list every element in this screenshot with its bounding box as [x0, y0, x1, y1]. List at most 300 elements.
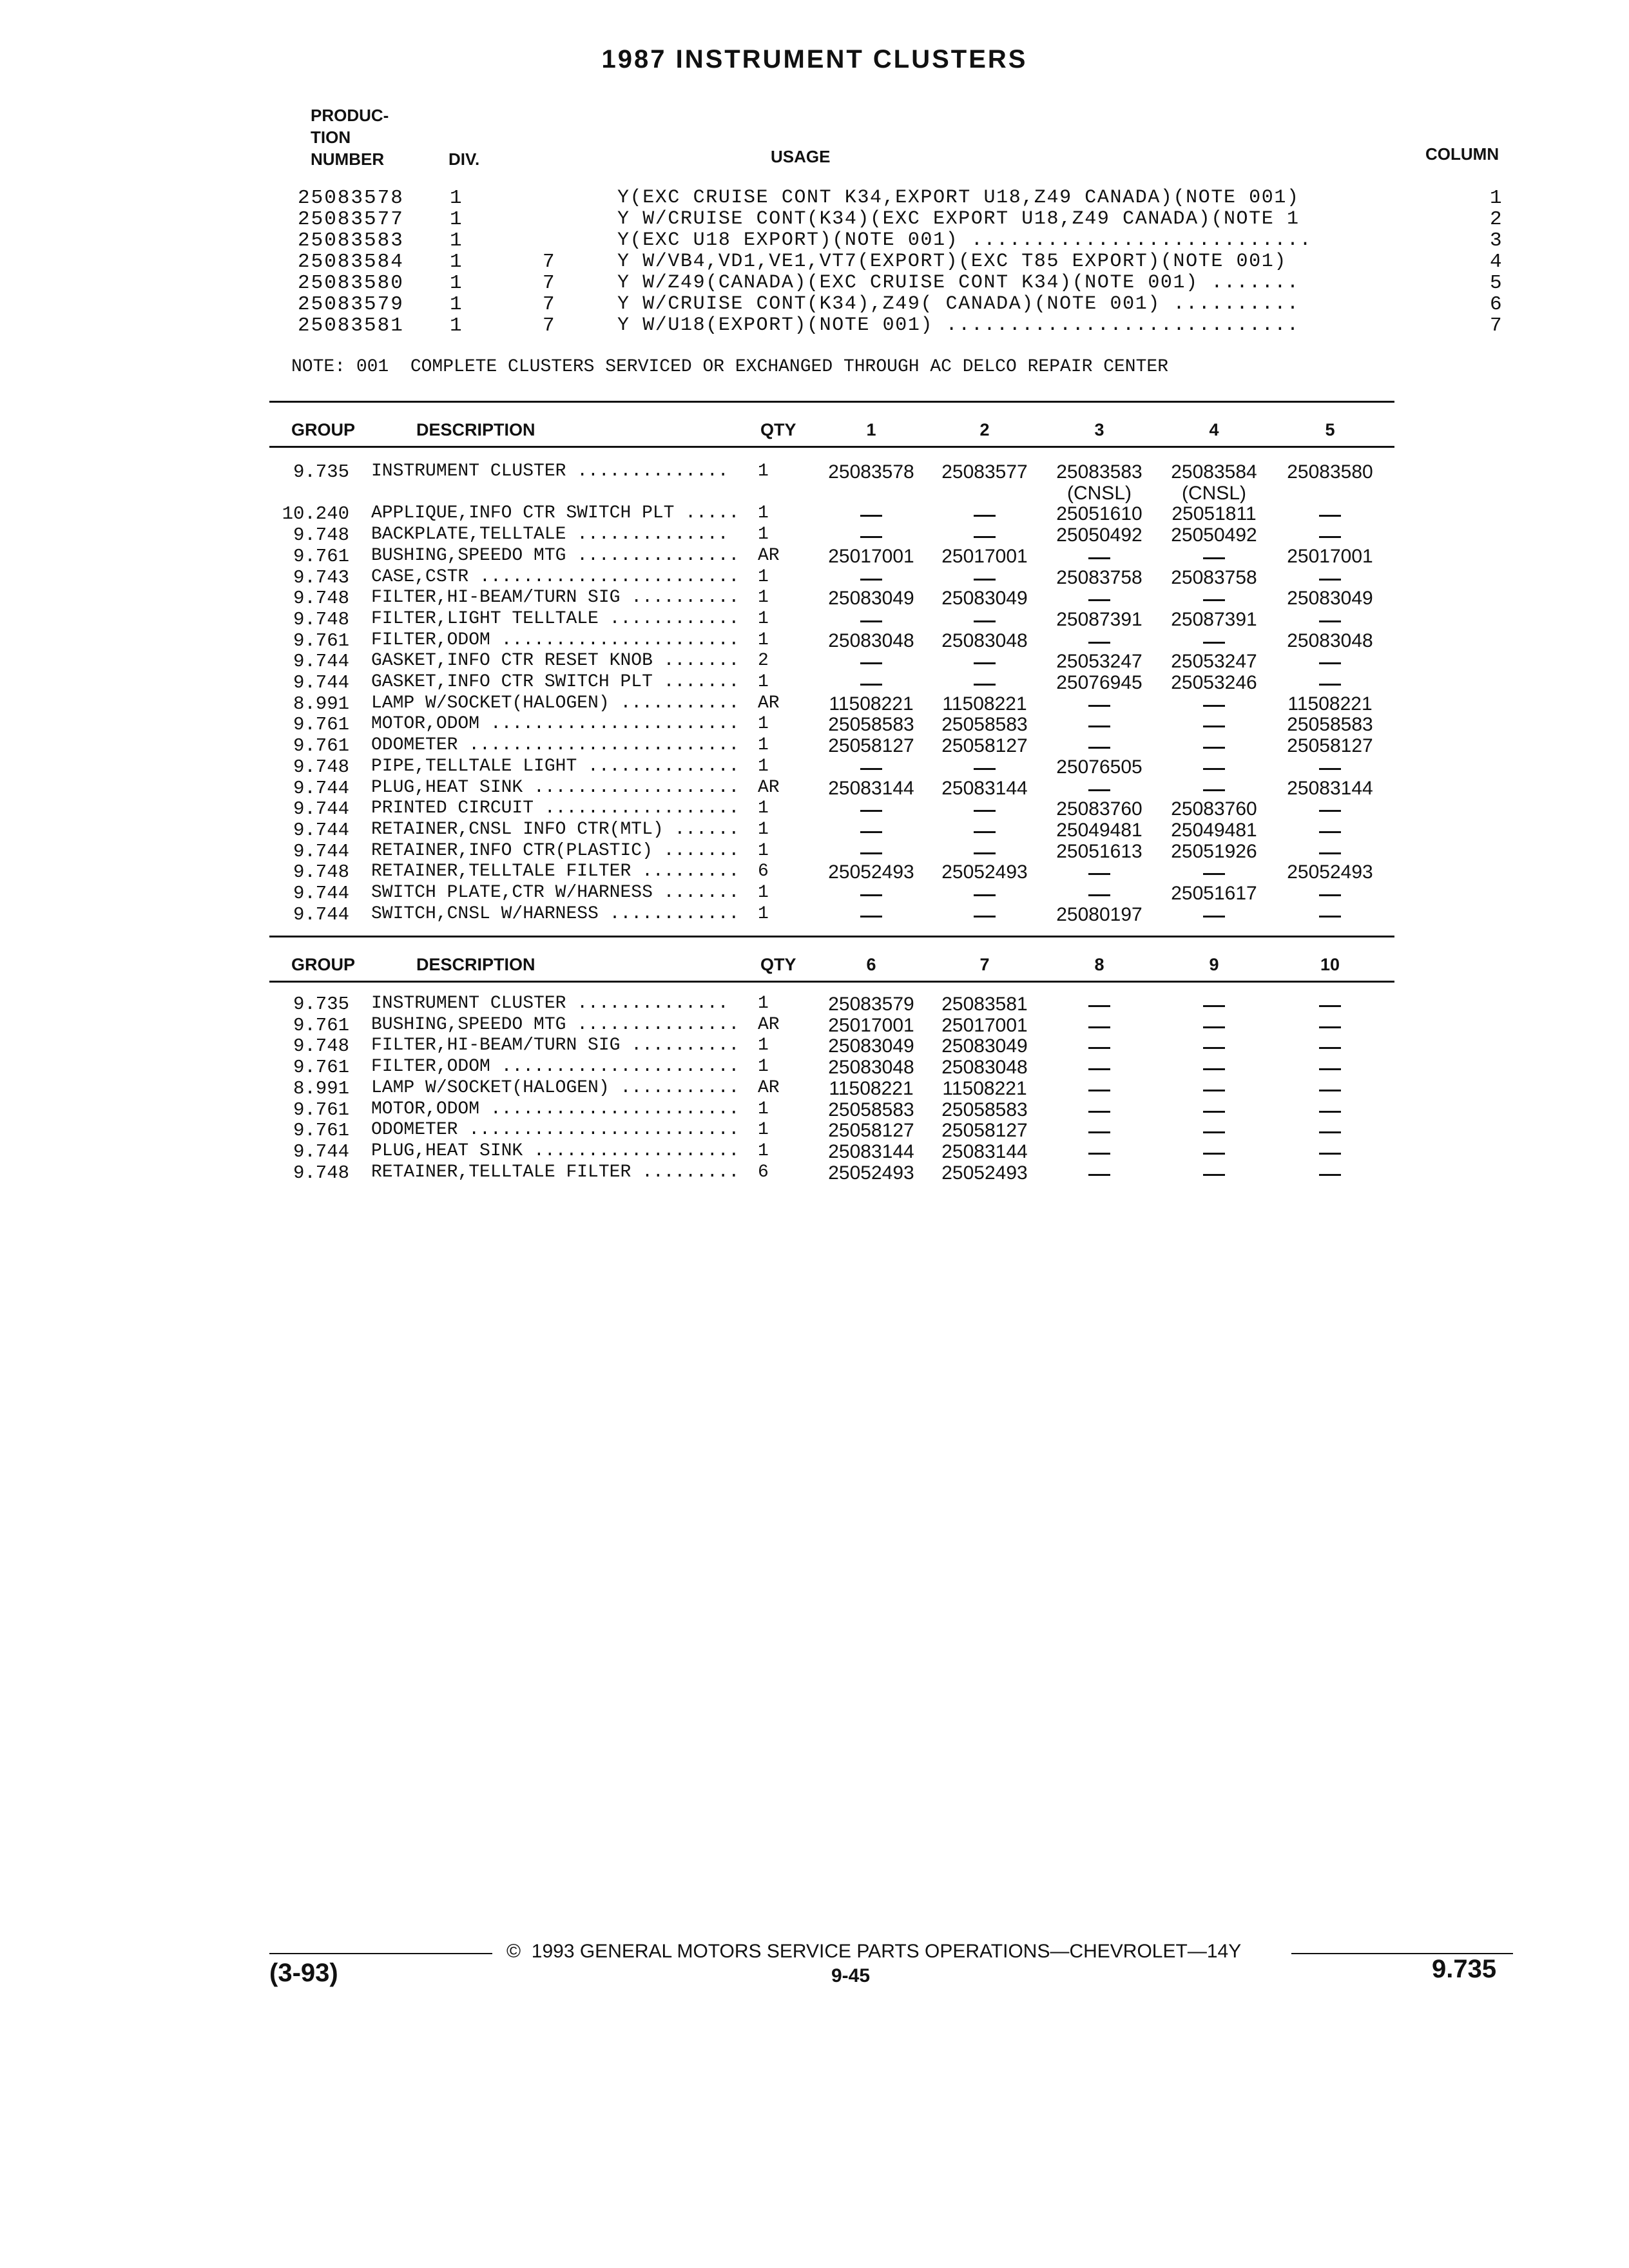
part-number: 25083580	[1287, 461, 1373, 483]
part-number: 25058127	[828, 735, 914, 757]
part-qty: 6	[758, 861, 769, 882]
group-column-header: GROUP	[291, 955, 356, 974]
not-applicable-dash	[1088, 726, 1110, 727]
part-number: 25058583	[828, 1099, 914, 1120]
part-number: 25058127	[1287, 735, 1373, 757]
part-description: MOTOR,ODOM .......................	[371, 1099, 740, 1119]
part-description: INSTRUMENT CLUSTER ..............	[371, 994, 729, 1014]
not-applicable-dash	[1203, 1026, 1225, 1028]
part-number: 25050492	[1171, 524, 1257, 546]
part-description: INSTRUMENT CLUSTER ..............	[371, 461, 729, 481]
part-qty: 1	[758, 566, 769, 587]
part-number: 25083577	[941, 461, 1028, 483]
not-applicable-dash	[1088, 1047, 1110, 1049]
usage-header: USAGE	[771, 147, 831, 166]
not-applicable-dash	[974, 852, 996, 854]
production-column: 1	[1490, 187, 1503, 209]
not-applicable-dash	[1319, 662, 1341, 664]
part-description: PLUG,HEAT SINK ...................	[371, 1140, 740, 1161]
part-number: 25058127	[941, 735, 1028, 757]
part-number: 25051926	[1171, 840, 1257, 862]
part-number: 25058127	[828, 1120, 914, 1142]
production-usage: Y W/U18(EXPORT)(NOTE 001) ............................	[617, 314, 1300, 336]
part-description: BUSHING,SPEEDO MTG ...............	[371, 1014, 740, 1035]
part-number: 25083584	[1171, 461, 1257, 483]
not-applicable-dash	[1203, 1068, 1225, 1070]
production-div-secondary: 7	[543, 293, 556, 316]
part-number: 25017001	[1287, 545, 1373, 567]
not-applicable-dash	[860, 894, 882, 896]
part-number: 11508221	[829, 1077, 914, 1099]
production-number: 25083578	[298, 187, 404, 209]
not-applicable-dash	[974, 620, 996, 622]
part-number: 25017001	[941, 1014, 1028, 1036]
not-applicable-dash	[1088, 1153, 1110, 1155]
production-div-secondary: 7	[543, 251, 556, 273]
part-qty: 1	[758, 994, 769, 1014]
production-div: 1	[450, 229, 463, 252]
part-description: FILTER,HI-BEAM/TURN SIG ..........	[371, 1035, 740, 1056]
not-applicable-dash	[860, 579, 882, 581]
part-description: RETAINER,TELLTALE FILTER .........	[371, 1162, 740, 1182]
not-applicable-dash	[1088, 1174, 1110, 1176]
not-applicable-dash	[1088, 1005, 1110, 1007]
part-number: 25051617	[1171, 883, 1257, 904]
part-number: 25076945	[1056, 672, 1142, 693]
part-number: 25083144	[941, 777, 1028, 799]
part-group: 9.761	[293, 1120, 349, 1142]
part-number: 25087391	[1171, 608, 1257, 630]
table1-top-rule	[269, 401, 1394, 403]
part-number: 11508221	[829, 693, 914, 715]
not-applicable-dash	[1088, 557, 1110, 559]
page-title: 1987 INSTRUMENT CLUSTERS	[601, 45, 1028, 73]
part-number: 25083049	[941, 588, 1028, 610]
part-description: FILTER,LIGHT TELLTALE ............	[371, 608, 740, 629]
part-description: CASE,CSTR ........................	[371, 566, 740, 587]
part-number: 25058583	[941, 714, 1028, 736]
part-qty: 1	[758, 883, 769, 903]
not-applicable-dash	[974, 916, 996, 918]
not-applicable-dash	[1088, 1090, 1110, 1091]
not-applicable-dash	[1319, 1131, 1341, 1133]
part-number: 25051613	[1056, 840, 1142, 862]
not-applicable-dash	[860, 852, 882, 854]
part-group: 9.744	[293, 903, 349, 925]
not-applicable-dash	[1319, 1047, 1341, 1049]
not-applicable-dash	[1203, 1047, 1225, 1049]
not-applicable-dash	[1319, 810, 1341, 812]
part-number: 25050492	[1056, 524, 1142, 546]
not-applicable-dash	[1203, 599, 1225, 601]
not-applicable-dash	[1088, 642, 1110, 644]
part-description: ODOMETER .........................	[371, 1120, 740, 1140]
not-applicable-dash	[1203, 873, 1225, 875]
not-applicable-dash	[1203, 1111, 1225, 1113]
production-usage: Y W/CRUISE CONT(K34)(EXC EXPORT U18,Z49 CANADA)(NOTE 1	[617, 208, 1300, 230]
part-number: 25083048	[828, 629, 914, 651]
not-applicable-dash	[974, 684, 996, 686]
not-applicable-dash	[1088, 747, 1110, 749]
part-number: 25058583	[1287, 714, 1373, 736]
part-group: 9.744	[293, 883, 349, 904]
production-number: 25083583	[298, 229, 404, 252]
part-number: 25052493	[828, 861, 914, 883]
part-group: 9.761	[293, 1014, 349, 1036]
part-number: 25083578	[828, 461, 914, 483]
part-number: 25052493	[941, 861, 1028, 883]
production-column: 7	[1490, 314, 1503, 337]
part-number: 25083144	[828, 1140, 914, 1162]
not-applicable-dash	[1088, 873, 1110, 875]
part-qty: AR	[758, 777, 780, 798]
part-qty: 1	[758, 840, 769, 861]
not-applicable-dash	[1203, 705, 1225, 707]
part-description: MOTOR,ODOM .......................	[371, 714, 740, 735]
part-group: 9.744	[293, 798, 349, 820]
not-applicable-dash	[860, 515, 882, 517]
part-qty: 1	[758, 1057, 769, 1077]
part-group: 9.744	[293, 672, 349, 693]
part-description: RETAINER,INFO CTR(PLASTIC) .......	[371, 840, 740, 861]
part-number: (CNSL)	[1181, 482, 1246, 504]
column-number-header: 9	[1209, 955, 1219, 974]
not-applicable-dash	[1319, 536, 1341, 538]
part-number: 25083581	[941, 994, 1028, 1015]
part-description: BUSHING,SPEEDO MTG ...............	[371, 545, 740, 566]
part-number: 11508221	[1287, 693, 1373, 715]
part-number: 25080197	[1056, 903, 1142, 925]
not-applicable-dash	[974, 768, 996, 770]
part-number: 25083049	[828, 1035, 914, 1057]
part-qty: 1	[758, 714, 769, 735]
part-description: PLUG,HEAT SINK ...................	[371, 777, 740, 798]
part-group: 9.748	[293, 588, 349, 610]
part-number: 25083144	[828, 777, 914, 799]
part-description: FILTER,ODOM ......................	[371, 1057, 740, 1077]
part-group: 9.761	[293, 629, 349, 651]
production-number: 25083581	[298, 314, 404, 337]
part-number: 25049481	[1056, 819, 1142, 841]
part-description: APPLIQUE,INFO CTR SWITCH PLT .....	[371, 503, 740, 524]
production-div: 1	[450, 251, 463, 273]
part-qty: 6	[758, 1162, 769, 1182]
part-group: 9.744	[293, 840, 349, 862]
column-number-header: 3	[1094, 420, 1104, 439]
part-group: 9.761	[293, 1057, 349, 1079]
part-description: SWITCH,CNSL W/HARNESS ............	[371, 903, 740, 924]
not-applicable-dash	[1203, 1005, 1225, 1007]
not-applicable-dash	[860, 536, 882, 538]
part-number: 11508221	[942, 693, 1027, 715]
part-group: 9.748	[293, 1035, 349, 1057]
production-column: 5	[1490, 272, 1503, 294]
not-applicable-dash	[1319, 916, 1341, 918]
not-applicable-dash	[1203, 768, 1225, 770]
column-number-header: 7	[979, 955, 990, 974]
part-description: BACKPLATE,TELLTALE ..............	[371, 524, 729, 545]
not-applicable-dash	[1088, 705, 1110, 707]
not-applicable-dash	[1319, 768, 1341, 770]
production-number: 25083577	[298, 208, 404, 231]
not-applicable-dash	[1319, 579, 1341, 581]
part-qty: 1	[758, 503, 769, 524]
not-applicable-dash	[1203, 642, 1225, 644]
part-description: GASKET,INFO CTR SWITCH PLT .......	[371, 672, 740, 692]
part-number: 11508221	[942, 1077, 1027, 1099]
part-number: 25083583	[1056, 461, 1142, 483]
part-number: 25087391	[1056, 608, 1142, 630]
column-header: COLUMN	[1425, 144, 1499, 164]
not-applicable-dash	[1319, 1005, 1341, 1007]
column-number-header: 4	[1209, 420, 1219, 439]
part-number: 25052493	[1287, 861, 1373, 883]
part-group: 9.744	[293, 777, 349, 799]
production-usage: Y(EXC CRUISE CONT K34,EXPORT U18,Z49 CANADA)(NOTE 001)	[617, 187, 1300, 209]
production-column: 4	[1490, 251, 1503, 273]
table2-top-rule	[269, 936, 1394, 937]
not-applicable-dash	[1088, 1111, 1110, 1113]
column-number-header: 6	[866, 955, 876, 974]
part-description: PIPE,TELLTALE LIGHT ..............	[371, 756, 740, 776]
production-usage: Y W/VB4,VD1,VE1,VT7(EXPORT)(EXC T85 EXPORT)(NOTE 001)	[617, 251, 1287, 273]
not-applicable-dash	[1203, 1090, 1225, 1091]
not-applicable-dash	[1319, 620, 1341, 622]
part-description: FILTER,ODOM ......................	[371, 629, 740, 650]
not-applicable-dash	[860, 916, 882, 918]
part-qty: 1	[758, 672, 769, 692]
part-description: RETAINER,TELLTALE FILTER .........	[371, 861, 740, 882]
part-qty: AR	[758, 545, 780, 566]
part-qty: 1	[758, 735, 769, 756]
footer-copyright: © 1993 GENERAL MOTORS SERVICE PARTS OPERATIONS—CHEVROLET—14Y	[506, 1941, 1242, 1962]
not-applicable-dash	[1319, 831, 1341, 833]
not-applicable-dash	[974, 894, 996, 896]
part-number: 25083758	[1171, 566, 1257, 588]
part-group: 9.761	[293, 714, 349, 736]
production-column: 3	[1490, 229, 1503, 252]
part-number: 25083758	[1056, 566, 1142, 588]
part-number: 25083760	[1171, 798, 1257, 820]
part-number: 25083048	[941, 1057, 1028, 1079]
column-number-header: 1	[866, 420, 876, 439]
production-usage: Y W/CRUISE CONT(K34),Z49( CANADA)(NOTE 001) ..........	[617, 293, 1300, 315]
part-number: 25058583	[828, 714, 914, 736]
not-applicable-dash	[860, 831, 882, 833]
part-number: 25052493	[828, 1162, 914, 1184]
column-number-header: 2	[979, 420, 990, 439]
part-group: 9.748	[293, 608, 349, 630]
not-applicable-dash	[1319, 515, 1341, 517]
production-column: 6	[1490, 293, 1503, 316]
part-number: 25083048	[941, 629, 1028, 651]
not-applicable-dash	[1088, 1026, 1110, 1028]
part-description: SWITCH PLATE,CTR W/HARNESS .......	[371, 883, 740, 903]
part-number: 25076505	[1056, 756, 1142, 778]
not-applicable-dash	[974, 579, 996, 581]
part-number: 25083760	[1056, 798, 1142, 820]
not-applicable-dash	[860, 810, 882, 812]
note-text: NOTE: 001 COMPLETE CLUSTERS SERVICED OR EXCHANGED THROUGH AC DELCO REPAIR CENTER	[291, 357, 1169, 377]
part-qty: 1	[758, 608, 769, 629]
part-number: 25083049	[941, 1035, 1028, 1057]
part-group: 9.744	[293, 651, 349, 673]
production-usage: Y W/Z49(CANADA)(EXC CRUISE CONT K34)(NOTE 001) .......	[617, 272, 1300, 294]
part-number: 25053247	[1171, 651, 1257, 673]
table1-header-rule	[269, 446, 1394, 448]
part-qty: 1	[758, 629, 769, 650]
not-applicable-dash	[974, 662, 996, 664]
not-applicable-dash	[1088, 894, 1110, 896]
part-qty: 1	[758, 1120, 769, 1140]
description-column-header: DESCRIPTION	[416, 420, 535, 439]
not-applicable-dash	[1319, 684, 1341, 686]
production-div: 1	[450, 314, 463, 337]
part-number: 25049481	[1171, 819, 1257, 841]
not-applicable-dash	[1088, 1068, 1110, 1070]
not-applicable-dash	[1319, 1026, 1341, 1028]
description-column-header: DESCRIPTION	[416, 955, 535, 974]
production-div: 1	[450, 187, 463, 209]
not-applicable-dash	[860, 768, 882, 770]
not-applicable-dash	[1319, 852, 1341, 854]
not-applicable-dash	[1203, 1174, 1225, 1176]
part-group: 9.748	[293, 861, 349, 883]
not-applicable-dash	[860, 662, 882, 664]
part-qty: 1	[758, 756, 769, 776]
part-description: LAMP W/SOCKET(HALOGEN) ...........	[371, 693, 740, 713]
not-applicable-dash	[1088, 789, 1110, 791]
not-applicable-dash	[1203, 747, 1225, 749]
part-group: 8.991	[293, 1077, 349, 1099]
part-number: 25083048	[1287, 629, 1373, 651]
not-applicable-dash	[860, 620, 882, 622]
not-applicable-dash	[1319, 1174, 1341, 1176]
part-description: RETAINER,CNSL INFO CTR(MTL) ......	[371, 819, 740, 840]
part-number: 25017001	[828, 1014, 914, 1036]
not-applicable-dash	[1203, 726, 1225, 727]
production-div-secondary: 7	[543, 314, 556, 337]
part-qty: AR	[758, 1077, 780, 1098]
part-qty: 1	[758, 461, 769, 481]
part-number: 25083049	[1287, 588, 1373, 610]
part-group: 9.761	[293, 735, 349, 757]
part-description: ODOMETER .........................	[371, 735, 740, 756]
part-description: FILTER,HI-BEAM/TURN SIG ..........	[371, 588, 740, 608]
production-number-header: PRODUC- TION NUMBER	[311, 106, 389, 169]
part-group: 9.735	[293, 461, 349, 483]
part-qty: 2	[758, 651, 769, 671]
part-qty: 1	[758, 524, 769, 545]
production-div-secondary: 7	[543, 272, 556, 294]
part-number: 25083049	[828, 588, 914, 610]
not-applicable-dash	[1203, 789, 1225, 791]
footer-page-number: 9-45	[831, 1965, 871, 1986]
part-qty: 1	[758, 1035, 769, 1056]
production-div: 1	[450, 272, 463, 294]
part-group: 9.748	[293, 1162, 349, 1184]
not-applicable-dash	[1203, 1131, 1225, 1133]
footer-date-code: (3-93)	[269, 1959, 338, 1987]
not-applicable-dash	[860, 684, 882, 686]
part-group: 9.735	[293, 994, 349, 1015]
part-qty: 1	[758, 819, 769, 840]
not-applicable-dash	[1203, 916, 1225, 918]
production-usage: Y(EXC U18 EXPORT)(NOTE 001) ...........................	[617, 229, 1313, 251]
part-qty: 1	[758, 798, 769, 819]
qty-column-header: QTY	[760, 420, 796, 439]
part-number: 25052493	[941, 1162, 1028, 1184]
part-number: 25017001	[828, 545, 914, 567]
footer-right-rule	[1291, 1953, 1513, 1954]
part-number: 25051610	[1056, 503, 1142, 525]
part-number: 25083579	[828, 994, 914, 1015]
not-applicable-dash	[974, 536, 996, 538]
part-group: 9.748	[293, 756, 349, 778]
column-number-header: 10	[1320, 955, 1340, 974]
div-header: DIV.	[448, 149, 480, 169]
production-number: 25083584	[298, 251, 404, 273]
part-qty: 1	[758, 903, 769, 924]
part-qty: AR	[758, 1014, 780, 1035]
part-group: 9.744	[293, 1140, 349, 1162]
production-number: 25083580	[298, 272, 404, 294]
part-qty: AR	[758, 693, 780, 713]
part-number: 25051811	[1171, 503, 1257, 525]
part-group: 9.744	[293, 819, 349, 841]
not-applicable-dash	[974, 810, 996, 812]
part-group: 10.240	[282, 503, 349, 525]
group-column-header: GROUP	[291, 420, 356, 439]
column-number-header: 8	[1094, 955, 1104, 974]
part-number: 25053247	[1056, 651, 1142, 673]
production-number: 25083579	[298, 293, 404, 316]
part-qty: 1	[758, 1099, 769, 1119]
not-applicable-dash	[974, 515, 996, 517]
part-group: 9.748	[293, 524, 349, 546]
not-applicable-dash	[1319, 1153, 1341, 1155]
not-applicable-dash	[1319, 894, 1341, 896]
part-group: 9.761	[293, 545, 349, 567]
not-applicable-dash	[1319, 1111, 1341, 1113]
not-applicable-dash	[974, 831, 996, 833]
part-description: GASKET,INFO CTR RESET KNOB .......	[371, 651, 740, 671]
part-number: 25017001	[941, 545, 1028, 567]
part-number: 25083144	[941, 1140, 1028, 1162]
not-applicable-dash	[1319, 1068, 1341, 1070]
production-div: 1	[450, 208, 463, 231]
part-description: PRINTED CIRCUIT ..................	[371, 798, 740, 819]
part-number: 25083048	[828, 1057, 914, 1079]
production-div: 1	[450, 293, 463, 316]
qty-column-header: QTY	[760, 955, 796, 974]
not-applicable-dash	[1088, 1131, 1110, 1133]
production-column: 2	[1490, 208, 1503, 231]
part-qty: 1	[758, 588, 769, 608]
table2-header-rule	[269, 981, 1394, 983]
part-qty: 1	[758, 1140, 769, 1161]
not-applicable-dash	[1203, 557, 1225, 559]
not-applicable-dash	[1319, 1090, 1341, 1091]
part-number: 25083144	[1287, 777, 1373, 799]
part-number: (CNSL)	[1066, 482, 1132, 504]
part-group: 9.761	[293, 1099, 349, 1120]
not-applicable-dash	[1203, 1153, 1225, 1155]
footer-left-rule	[269, 1953, 492, 1954]
column-number-header: 5	[1325, 420, 1335, 439]
part-group: 8.991	[293, 693, 349, 715]
part-description: LAMP W/SOCKET(HALOGEN) ...........	[371, 1077, 740, 1098]
